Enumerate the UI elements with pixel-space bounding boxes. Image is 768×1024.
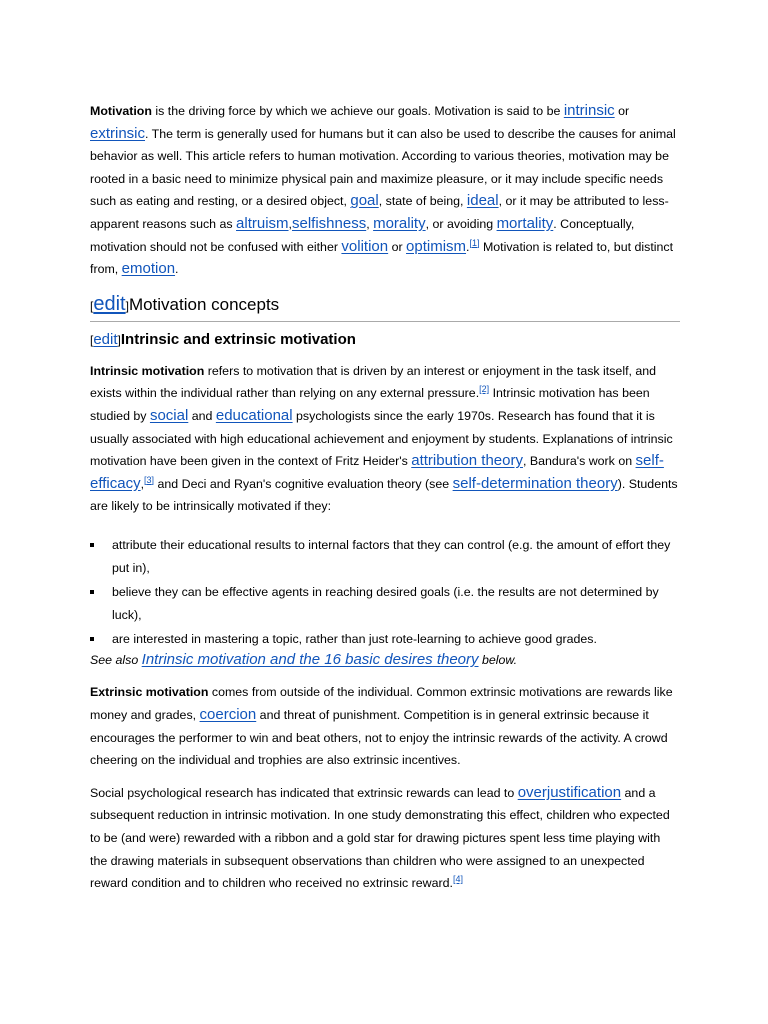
list-item xyxy=(90,534,680,579)
link-intrinsic[interactable]: intrinsic xyxy=(563,102,615,119)
text: comes from outside of the individual. Common extrinsic motivations are rewards like money and grades, xyxy=(90,685,673,723)
text: and xyxy=(188,408,216,423)
text: psychologists since the early 1970s. Research has found that it is usually associated with high educational achievement and enjoyment by students. Explanations of intrinsic motivation have been given in the context of Fritz Heider's xyxy=(90,408,673,469)
term-extrinsic-motivation: Extrinsic motivation xyxy=(90,685,209,700)
text: . The term is generally used for humans but it can also be used to describe the causes for animal behavior as well. This article refers to human motivation. According to various theories, motivation may be rooted in a basic need to minimize physical pain and maximize pleasure, or it may include specific needs such as eating and resting, or a desired object, xyxy=(90,126,676,209)
text: Motivation is related to, but distinct from, xyxy=(90,239,674,277)
text: Intrinsic motivation has been studied by xyxy=(90,386,650,423)
list-item-text: believe they can be effective agents in reaching desired goals (i.e. the results are not determined by luck), xyxy=(112,585,659,622)
link-coercion[interactable]: coercion xyxy=(199,706,257,724)
list-item-text: attribute their educational results to internal factors that they can control (e.g. the amount of effort they put in), xyxy=(112,537,671,575)
link-emotion[interactable]: emotion xyxy=(121,260,176,278)
link-altruism[interactable]: altruism xyxy=(236,214,289,232)
link-16-basic-desires[interactable]: Intrinsic motivation and the 16 basic desires theory xyxy=(141,650,479,668)
link-extrinsic[interactable]: extrinsic xyxy=(90,124,146,142)
subsection-heading-intrinsic-extrinsic xyxy=(90,326,680,354)
text: See also xyxy=(90,652,142,667)
link-self-determination-theory[interactable]: self-determination theory xyxy=(452,474,618,492)
intrinsic-conditions-list xyxy=(90,534,680,651)
text: . xyxy=(466,239,470,254)
ref-1-link[interactable]: [1] xyxy=(469,237,480,248)
text: and threat of punishment. Competition is in general extrinsic because it encourages the performer to win and beat others, not to enjoy the intrinsic rewards of the activity. A crowd cheering on the individual and trophies are also extrinsic incentives. xyxy=(90,708,668,768)
text: , state of being, xyxy=(378,194,467,209)
intro-paragraph xyxy=(90,100,680,281)
edit-link-motivation-concepts[interactable]: edit xyxy=(93,292,126,315)
term-intrinsic-motivation: Intrinsic motivation xyxy=(90,363,205,378)
list-item xyxy=(90,628,680,651)
social-research-paragraph xyxy=(90,782,680,895)
ref-4 xyxy=(453,874,463,885)
text: and a subsequent reduction in intrinsic motivation. In one study demonstrating this effect, children who expected to be (and were) rewarded with a ribbon and a gold star for drawing pictures spent less time playing with the drawing materials in subsequent observations than children who were assigned to an unexpected reward condition and to children who received no extrinsic reward. xyxy=(90,785,670,891)
link-goal[interactable]: goal xyxy=(350,192,379,210)
edit-bracket-close: ] xyxy=(125,298,129,313)
link-social[interactable]: social xyxy=(149,406,189,424)
bullet-square-icon xyxy=(90,637,94,641)
section-heading-motivation-concepts xyxy=(90,289,680,322)
link-self-efficacy[interactable]: self-efficacy xyxy=(90,452,664,492)
text: or xyxy=(388,239,407,254)
link-selfishness[interactable]: selfishness xyxy=(292,214,367,232)
ref-1 xyxy=(470,238,480,249)
extrinsic-paragraph xyxy=(90,681,680,771)
link-volition[interactable]: volition xyxy=(341,237,389,255)
text: , xyxy=(366,216,374,231)
link-educational[interactable]: educational xyxy=(215,406,293,424)
bullet-square-icon xyxy=(90,543,94,547)
section-title: Motivation concepts xyxy=(128,294,280,314)
link-mortality[interactable]: mortality xyxy=(496,214,554,232)
text: , or avoiding xyxy=(425,216,497,231)
edit-bracket-open: [ xyxy=(90,298,94,313)
ref-3 xyxy=(144,475,154,486)
text: or xyxy=(614,104,630,118)
see-also-note xyxy=(90,649,680,672)
text: , Bandura's work on xyxy=(522,454,636,469)
text: refers to motivation that is driven by an interest or enjoyment in the task itself, and exists within the individual rather than relying on any external pressure. xyxy=(90,363,657,401)
edit-link-intrinsic-extrinsic[interactable]: edit xyxy=(93,330,118,348)
link-optimism[interactable]: optimism xyxy=(406,237,467,255)
text: . xyxy=(175,262,179,277)
intrinsic-paragraph xyxy=(90,360,680,518)
link-ideal[interactable]: ideal xyxy=(466,192,499,210)
text: , xyxy=(288,216,292,231)
link-overjustification[interactable]: overjustification xyxy=(517,783,622,801)
edit-bracket-open: [ xyxy=(90,332,94,347)
link-morality[interactable]: morality xyxy=(373,214,426,232)
ref-2-link[interactable]: [2] xyxy=(479,384,490,395)
text: ). Students are likely to be intrinsically motivated if they: xyxy=(90,476,678,514)
text: . Conceptually, motivation should not be confused with either xyxy=(90,216,635,254)
text: and Deci and Ryan's cognitive evaluation theory (see xyxy=(154,476,453,491)
ref-2 xyxy=(479,384,489,395)
term-motivation: Motivation xyxy=(90,104,152,118)
bullet-square-icon xyxy=(90,590,94,594)
text: below. xyxy=(478,652,518,667)
edit-bracket-close: ] xyxy=(117,332,121,347)
text: , xyxy=(140,476,145,491)
ref-4-link[interactable]: [4] xyxy=(452,874,463,885)
text: Social psychological research has indicated that extrinsic rewards can lead to xyxy=(90,785,518,800)
subsection-title: Intrinsic and extrinsic motivation xyxy=(120,330,356,348)
text: is the driving force by which we achieve our goals. Motivation is said to be xyxy=(151,104,564,118)
ref-3-link[interactable]: [3] xyxy=(144,474,155,485)
list-item xyxy=(90,581,680,626)
article-body xyxy=(90,100,680,895)
text: , or it may be attributed to less-apparent reasons such as xyxy=(90,194,669,231)
list-item-text: are interested in mastering a topic, rather than just rote-learning to achieve good grades. xyxy=(112,632,597,647)
link-attribution-theory[interactable]: attribution theory xyxy=(411,452,523,470)
